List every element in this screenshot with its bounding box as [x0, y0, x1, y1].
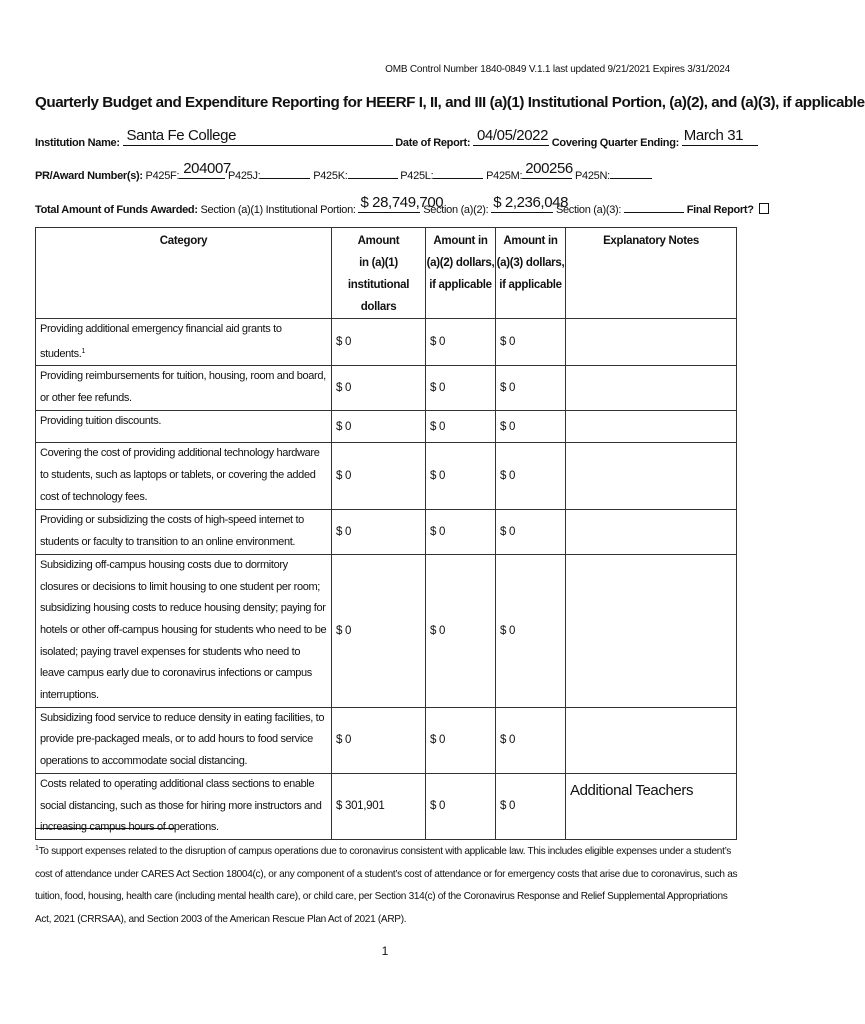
- notes-cell[interactable]: [566, 366, 737, 411]
- footnote: [35, 838, 740, 931]
- amount-a2-cell[interactable]: $ 0: [426, 411, 496, 443]
- amount-a3-cell[interactable]: $ 0: [496, 366, 566, 411]
- table-row: [36, 411, 737, 443]
- amount-a2-cell[interactable]: $ 0: [426, 366, 496, 411]
- header-a3-line1: Amount in: [503, 235, 558, 247]
- amount-a1-cell[interactable]: $ 0: [332, 707, 426, 773]
- table-row: [36, 443, 737, 510]
- institution-line: [35, 127, 758, 149]
- header-notes: Explanatory Notes: [566, 228, 737, 319]
- pr-award-label: PR/Award Number(s):: [35, 170, 143, 182]
- quarter-label: Covering Quarter Ending:: [551, 137, 680, 149]
- header-a1-line2: in (a)(1): [359, 257, 398, 269]
- a2-value: $ 2,236,048: [493, 194, 569, 211]
- category-cell: Covering the cost of providing additional technology hardware to students, such as laptops or tablets, or covering the added cost of technology fees.: [36, 443, 332, 510]
- footnote-ref: 1: [81, 347, 86, 355]
- total-funds-label: Total Amount of Funds Awarded:: [35, 204, 198, 216]
- a3-label: Section (a)(3):: [555, 204, 622, 216]
- p425f-value: 204007: [183, 160, 231, 177]
- category-cell: Subsidizing food service to reduce density in eating facilities, to provide pre-packaged meals, or to add hours to food service operations to accommodate social distancing.: [36, 707, 332, 773]
- amount-a2-cell[interactable]: $ 0: [426, 554, 496, 707]
- notes-cell[interactable]: [566, 707, 737, 773]
- amount-a1-cell[interactable]: $ 0: [332, 554, 426, 707]
- p425m-field[interactable]: [522, 160, 573, 179]
- footnote-marker: 1: [35, 845, 39, 852]
- category-cell: [36, 319, 332, 366]
- header-a3-line2: (a)(3) dollars,: [496, 257, 565, 269]
- a2-label: Section (a)(2):: [423, 204, 489, 216]
- header-a1: [332, 228, 426, 319]
- date-value: 04/05/2022: [476, 127, 549, 144]
- p425l-label: P425L:: [400, 170, 434, 182]
- amount-a3-cell[interactable]: $ 0: [496, 411, 566, 443]
- p425m-value: 200256: [525, 160, 573, 177]
- amount-a1-cell[interactable]: $ 301,901: [332, 773, 426, 839]
- amount-a2-cell[interactable]: $ 0: [426, 773, 496, 839]
- amount-a2-cell[interactable]: $ 0: [426, 510, 496, 554]
- p425n-field[interactable]: [610, 166, 652, 179]
- header-a3-line3: if applicable: [499, 279, 562, 291]
- header-category: Category: [36, 228, 332, 319]
- p425n-label: P425N:: [574, 170, 610, 182]
- institution-label: Institution Name:: [35, 137, 120, 149]
- p425f-label: P425F:: [145, 170, 180, 182]
- amount-a1-cell[interactable]: $ 0: [332, 319, 426, 366]
- category-cell: Providing or subsidizing the costs of high-speed internet to students or faculty to transition to an online environment.: [36, 510, 332, 554]
- final-report-label: Final Report?: [686, 204, 754, 216]
- table-row: [36, 707, 737, 773]
- category-text: Providing additional emergency financial aid grants to students.: [40, 323, 282, 360]
- amount-a3-cell[interactable]: $ 0: [496, 510, 566, 554]
- quarter-value: March 31: [683, 127, 744, 144]
- amount-a1-cell[interactable]: $ 0: [332, 510, 426, 554]
- amount-a2-cell[interactable]: $ 0: [426, 443, 496, 510]
- notes-cell[interactable]: [566, 443, 737, 510]
- institution-value: Santa Fe College: [126, 127, 237, 144]
- quarter-field[interactable]: [682, 127, 758, 146]
- table-row: [36, 773, 737, 839]
- p425j-label: P425J:: [227, 170, 261, 182]
- p425j-field[interactable]: [260, 166, 310, 179]
- notes-cell[interactable]: [566, 411, 737, 443]
- footnote-divider: [35, 828, 175, 829]
- header-a1-line3: institutional dollars: [347, 279, 410, 313]
- date-field[interactable]: [473, 127, 549, 146]
- page-title: Quarterly Budget and Expenditure Reporting for HEERF I, II, and III (a)(1) Institutional Portion, (a)(2), and (a)(3), if applicable: [35, 94, 865, 111]
- header-a2: [426, 228, 496, 319]
- award-line: [35, 160, 652, 182]
- table-header-row: [36, 228, 737, 319]
- table-row: [36, 366, 737, 411]
- amount-a1-cell[interactable]: $ 0: [332, 443, 426, 510]
- amount-a1-cell[interactable]: $ 0: [332, 411, 426, 443]
- p425l-field[interactable]: [433, 166, 483, 179]
- date-label: Date of Report:: [395, 137, 471, 149]
- header-a2-line2: (a)(2) dollars,: [426, 257, 495, 269]
- category-cell: Providing reimbursements for tuition, housing, room and board, or other fee refunds.: [36, 366, 332, 411]
- amount-a3-cell[interactable]: $ 0: [496, 554, 566, 707]
- notes-cell[interactable]: Additional Teachers: [566, 773, 737, 839]
- omb-control-number: OMB Control Number 1840-0849 V.1.1 last updated 9/21/2021 Expires 3/31/2024: [385, 64, 730, 75]
- notes-cell[interactable]: [566, 510, 737, 554]
- header-a1-line1: Amount: [357, 235, 400, 247]
- amount-a3-cell[interactable]: $ 0: [496, 443, 566, 510]
- a3-field[interactable]: [624, 200, 684, 213]
- amount-a3-cell[interactable]: $ 0: [496, 773, 566, 839]
- amount-a2-cell[interactable]: $ 0: [426, 319, 496, 366]
- amount-a2-cell[interactable]: $ 0: [426, 707, 496, 773]
- amount-a3-cell[interactable]: $ 0: [496, 319, 566, 366]
- header-a2-line3: if applicable: [429, 279, 492, 291]
- final-report-checkbox[interactable]: [759, 203, 769, 214]
- a1-portion-field[interactable]: [358, 194, 444, 213]
- notes-cell[interactable]: [566, 554, 737, 707]
- table-row: [36, 319, 737, 366]
- notes-cell[interactable]: [566, 319, 737, 366]
- category-cell: Costs related to operating additional class sections to enable social distancing, such as those for hiring more instructors and increasing campus hours of operations.: [36, 773, 332, 839]
- institution-field[interactable]: [123, 127, 393, 146]
- budget-table: [35, 227, 737, 840]
- a2-field[interactable]: [491, 194, 569, 213]
- header-a2-line1: Amount in: [433, 235, 488, 247]
- a1-portion-value: $ 28,749,700: [360, 194, 444, 211]
- category-cell: Subsidizing off-campus housing costs due to dormitory closures or decisions to limit housing to one student per room; subsidizing housing costs to reduce housing density; paying for hotels or other off-campus housing for students who need to be isolated; paying travel expenses for students who need to leave campus early due to coronavirus infections or campus interruptions.: [36, 554, 332, 707]
- amount-a3-cell[interactable]: $ 0: [496, 707, 566, 773]
- total-funds-line: [35, 194, 769, 216]
- header-a3: [496, 228, 566, 319]
- p425m-label: P425M:: [486, 170, 523, 182]
- category-cell: Providing tuition discounts.: [36, 411, 332, 443]
- amount-a1-cell[interactable]: $ 0: [332, 366, 426, 411]
- footnote-text: To support expenses related to the disruption of campus operations due to coronavirus consistent with applicable law. This includes eligible expenses under a student’s cost of attendance under CARES Act Section 18004(c), or any component of a student’s cost of attendance or for emergency costs that arise due to coronavirus, such as tuition, food, housing, health care (including mental health care), or child care, per Section 314(c) of the Coronavirus Response and Relief Supplemental Appropriations Act, 2021 (CRRSAA), and Section 2003 of the American Rescue Plan Act of 2021 (ARP).: [35, 846, 738, 925]
- p425f-field[interactable]: [179, 160, 231, 179]
- table-row: [36, 554, 737, 707]
- p425k-label: P425K:: [313, 170, 348, 182]
- table-row: [36, 510, 737, 554]
- page-number: 1: [381, 944, 389, 958]
- a1-portion-label: Section (a)(1) Institutional Portion:: [200, 204, 356, 216]
- p425k-field[interactable]: [348, 166, 398, 179]
